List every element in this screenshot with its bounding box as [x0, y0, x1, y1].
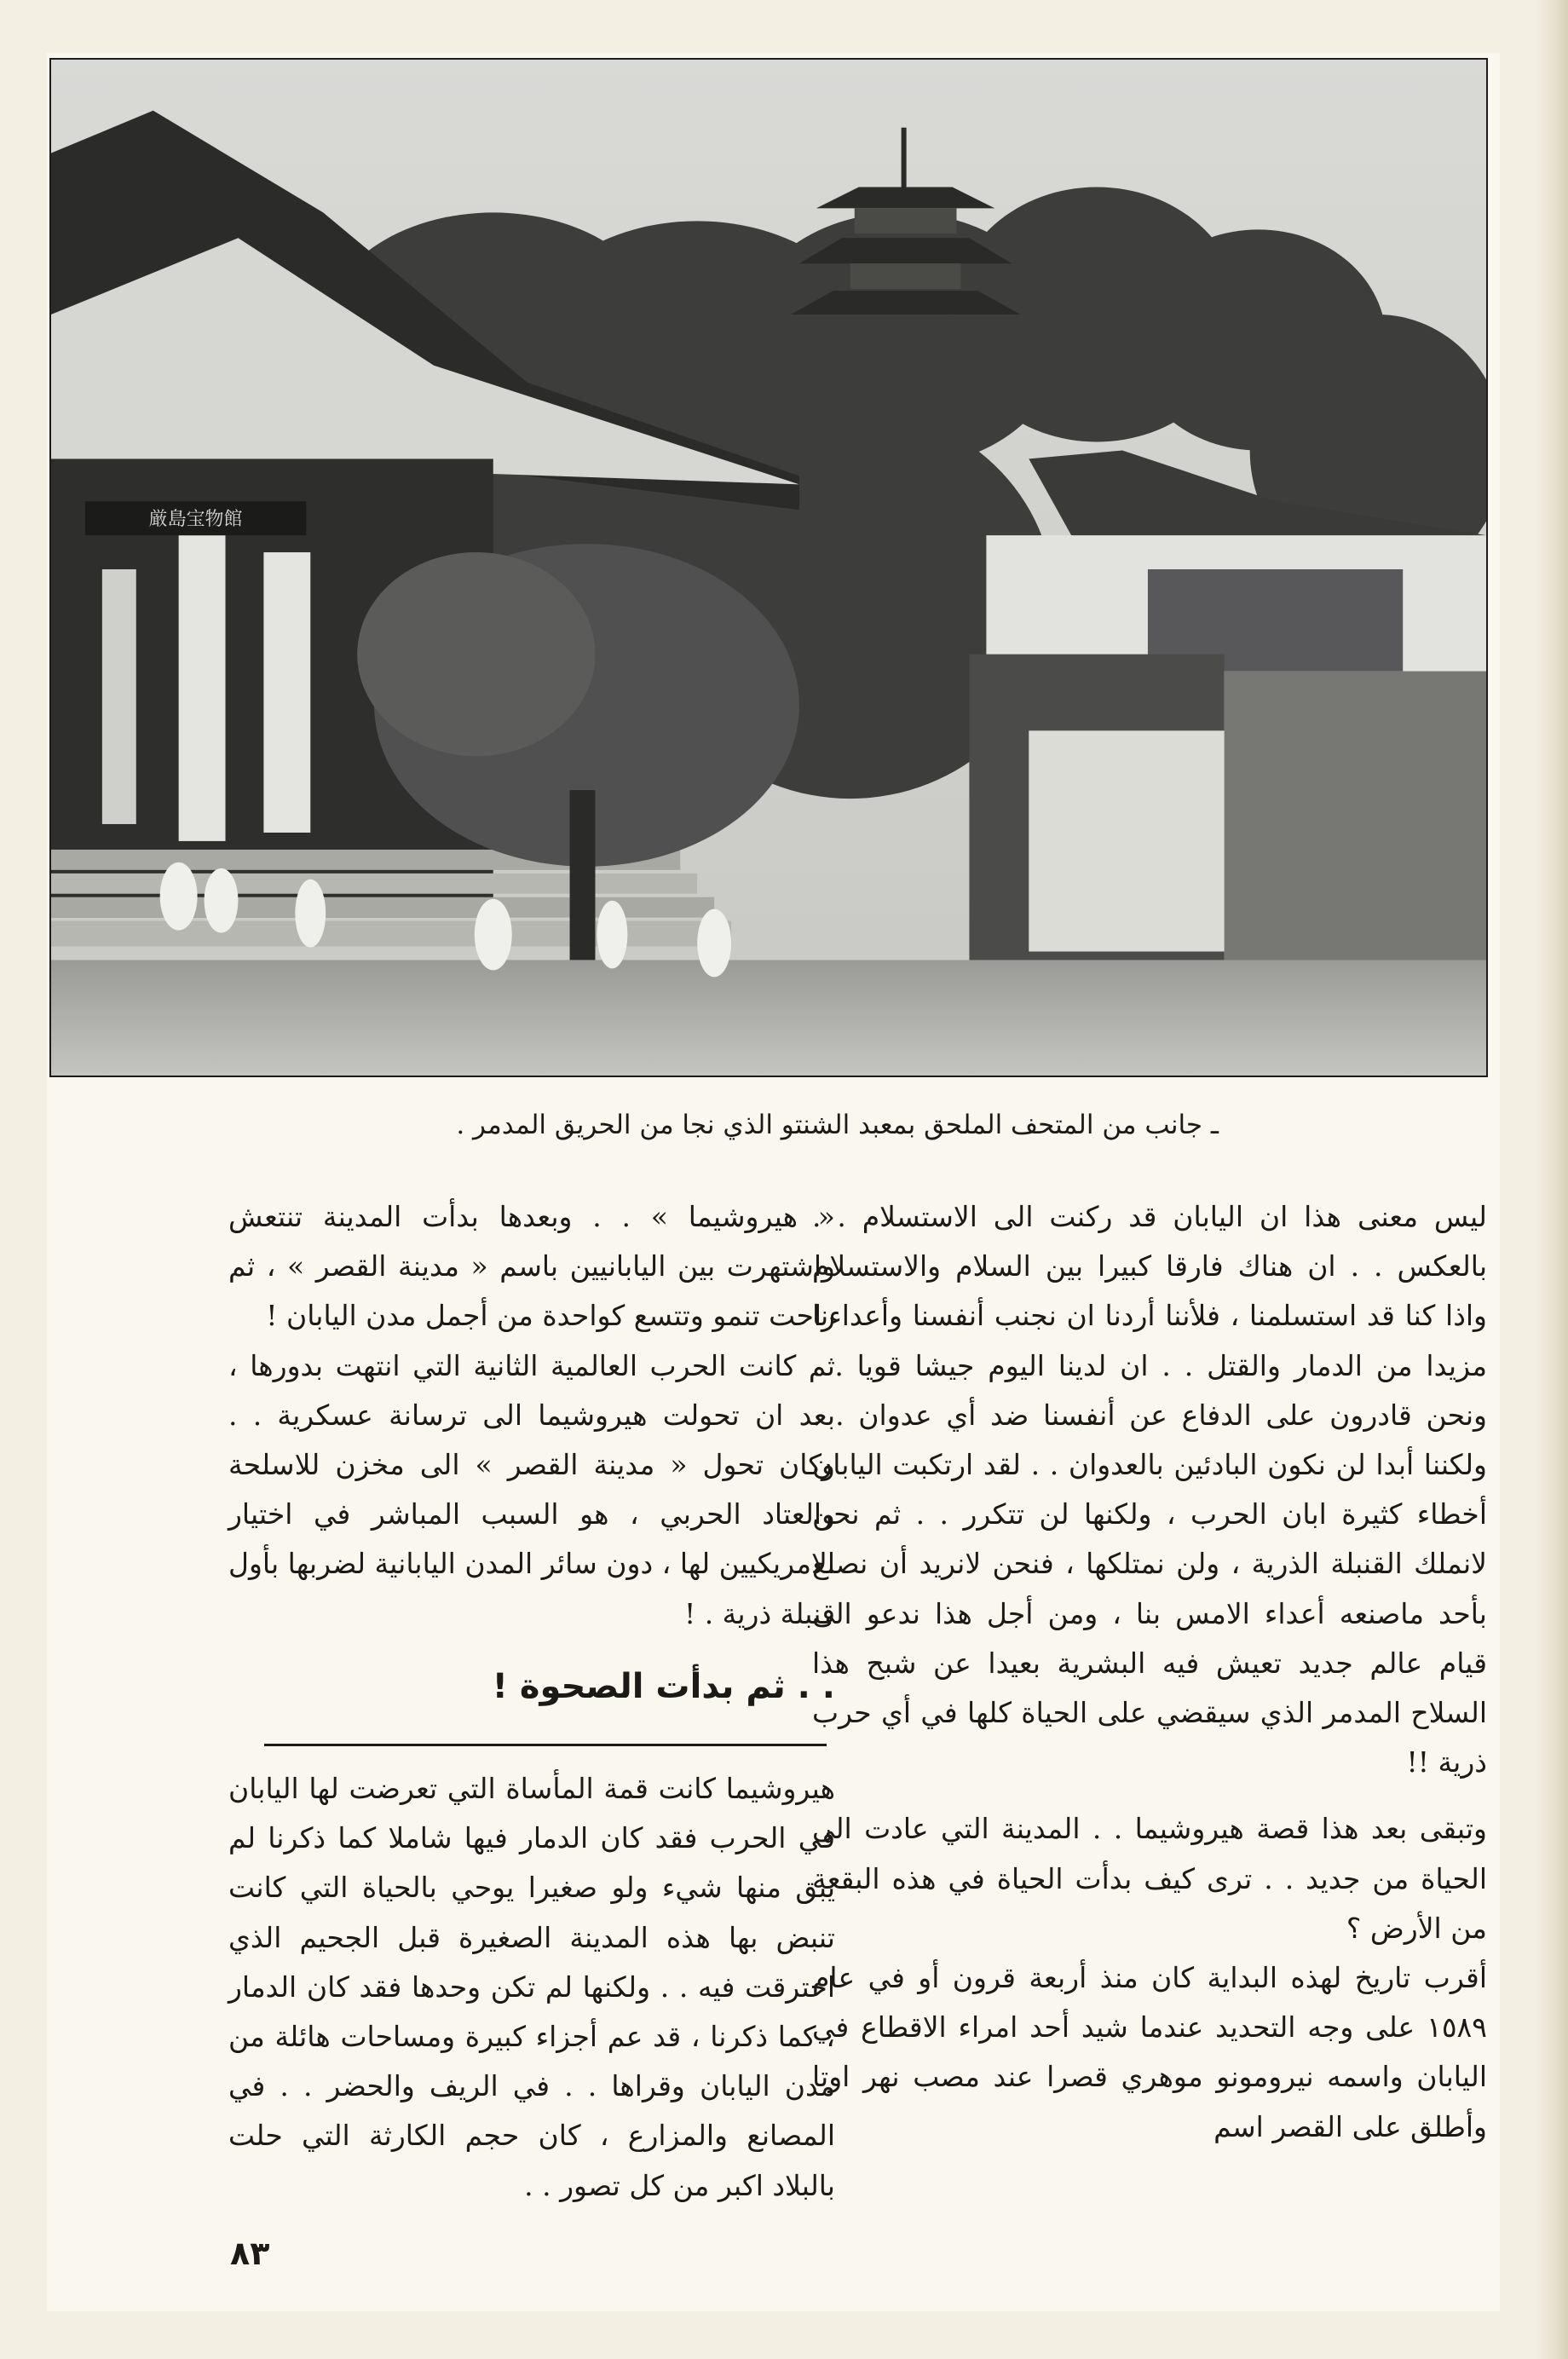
courtyard-ground [51, 960, 1486, 1076]
left-column-bottom [228, 1764, 835, 2211]
book-spine-shadow [1536, 0, 1568, 2359]
temple-photo-illustration [51, 60, 1486, 1076]
left-column-top [228, 1192, 835, 1639]
right-column [812, 1192, 1487, 2152]
right-paragraph-2: وتبقى بعد هذا قصة هيروشيما . . المدينة التي عادت الى الحياة من جديد . . ترى كيف بدأت الحياة في هذه البقعة من الأرض ؟ [812, 1812, 1487, 1945]
heading-underline [264, 1744, 827, 1746]
left-paragraph-3: هيروشيما كانت قمة المأساة التي تعرضت لها اليابان في الحرب فقد كان الدمار فيها شاملا كما ذكرنا لم يبق منها شيء ولو صغيرا يوحي بالحياة التي كانت تنبض بها هذه المدينة الصغيرة قبل الجحيم الذي احترقت فيه . . ولكنها لم تكن وحدها فقد كان الدمار ، كما ذكرنا ، قد عم أجزاء كبيرة ومساحات هائلة من مدن اليابان وقراها . . في الريف والحضر . . في المصانع والمزارع ، كان حجم الكارثة التي حلت بالبلاد اكبر من كل تصور . . [228, 1772, 835, 2202]
temple-photograph [49, 58, 1488, 1077]
section-heading: . . ثم بدأت الصحوة ! [492, 1667, 835, 1706]
museum-signboard-text: 厳島宝物館 [148, 509, 243, 531]
page-number: ٨٣ [230, 2235, 270, 2272]
photo-caption: ـ جانب من المتحف الملحق بمعبد الشنتو الذي نجا من الحريق المدمر . [456, 1110, 1219, 1140]
left-paragraph-1: « هيروشيما » . . وبعدها بدأت المدينة تنتعش واشتهرت بين اليابانيين باسم « مدينة القصر » ، ثم راحت تنمو وتتسع كواحدة من أجمل مدن اليابان ! [228, 1200, 835, 1333]
left-paragraph-2: ثم كانت الحرب العالمية الثانية التي انتهت بدورها ، بعد ان تحولت هيروشيما الى ترسانة عسكرية . . وكان تحول « مدينة القصر » الى مخزن للاسلحة والعتاد الحربي ، هو السبب المباشر في اختيار الامريكيين لها ، دون سائر المدن اليابانية لضربها بأول قنبلة ذرية . ! [228, 1348, 835, 1630]
stone-steps [51, 850, 731, 947]
right-paragraph-3: أقرب تاريخ لهذه البداية كان منذ أربعة قرون أو في عام ١٥٨٩ على وجه التحديد عندما شيد أحد امراء الاقطاع في اليابان واسمه نيرومونو موهري قصرا عند مصب نهر اوتا وأطلق على القصر اسم [812, 1961, 1487, 2143]
right-paragraph-1: ليس معنى هذا ان اليابان قد ركنت الى الاستسلام . . بالعكس . . ان هناك فارقا كبيرا بين السلام والاستسلام واذا كنا قد استسلمنا ، فلأننا أردنا ان نجنب أنفسنا وأعداءنا مزيدا من الدمار والقتل . . ان لدينا اليوم جيشا قويا . . ونحن قادرون على الدفاع عن أنفسنا ضد أي عدوان . . ولكننا أبدا لن نكون البادئين بالعدوان . . لقد ارتكبت اليابان أخطاء كثيرة ابان الحرب ، ولكنها لن تتكرر . . ثم نحن لانملك القنبلة الذرية ، ولن نمتلكها ، فنحن لانريد أن نصنع بأحد ماصنعه أعداء الامس بنا ، ومن أجل هذا ندعو الى قيام عالم جديد تعيش فيه البشرية بعيدا عن شبح هذا السلاح المدمر الذي سيقضي على الحياة كلها في أي حرب ذرية !! [812, 1200, 1487, 1779]
notice-board [1029, 730, 1224, 951]
